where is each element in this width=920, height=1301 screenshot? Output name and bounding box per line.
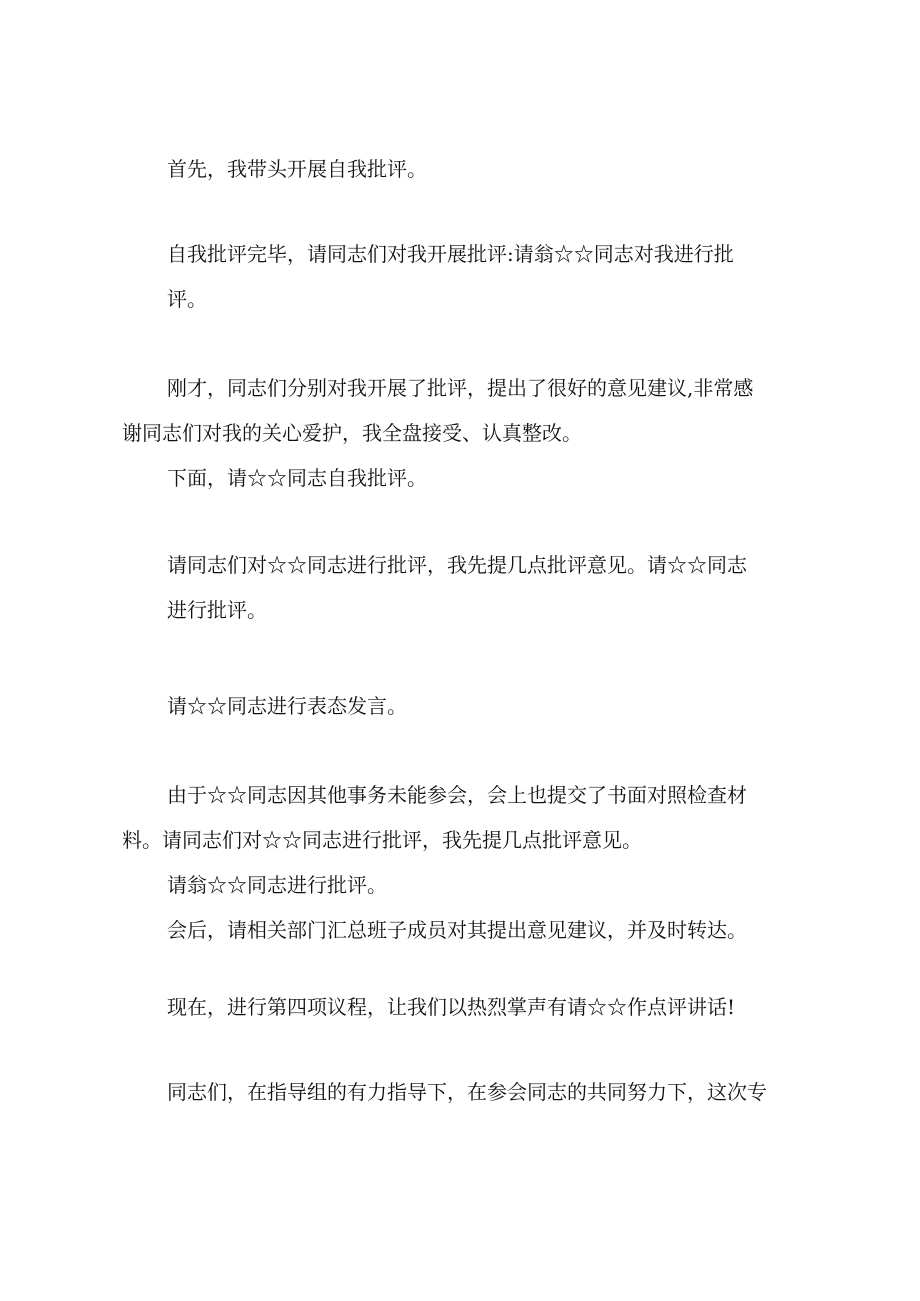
paragraph-5-line-2: 进行批评。 xyxy=(167,598,267,622)
paragraph-11-line-1: 同志们，在指导组的有力指导下，在参会同志的共同努力下，这次专 xyxy=(167,1080,767,1104)
paragraph-6-line-1: 请☆☆同志进行表态发言。 xyxy=(167,694,407,718)
paragraph-3-line-1: 刚才，同志们分别对我开展了批评，提出了很好的意见建议,非常感 xyxy=(167,376,754,400)
paragraph-4-line-1: 下面，请☆☆同志自我批评。 xyxy=(167,466,427,490)
paragraph-7-line-2: 料。请同志们对☆☆同志进行批评，我先提几点批评意见。 xyxy=(122,828,642,852)
paragraph-7-line-1: 由于☆☆同志因其他事务未能参会，会上也提交了书面对照检查材 xyxy=(167,783,747,807)
paragraph-2-line-2: 评。 xyxy=(167,287,207,311)
paragraph-2-line-1: 自我批评完毕，请同志们对我开展批评:请翁☆☆同志对我进行批 xyxy=(167,242,734,266)
paragraph-5-line-1: 请同志们对☆☆同志进行批评，我先提几点批评意见。请☆☆同志 xyxy=(167,553,747,577)
paragraph-9-line-1: 会后，请相关部门汇总班子成员对其提出意见建议，并及时转达。 xyxy=(167,918,747,942)
paragraph-8-line-1: 请翁☆☆同志进行批评。 xyxy=(167,873,387,897)
paragraph-3-line-2: 谢同志们对我的关心爱护，我全盘接受、认真整改。 xyxy=(122,421,582,445)
paragraph-10-line-1: 现在，进行第四项议程，让我们以热烈掌声有请☆☆作点评讲话! xyxy=(167,995,736,1019)
paragraph-1-line-1: 首先，我带头开展自我批评。 xyxy=(167,157,427,181)
